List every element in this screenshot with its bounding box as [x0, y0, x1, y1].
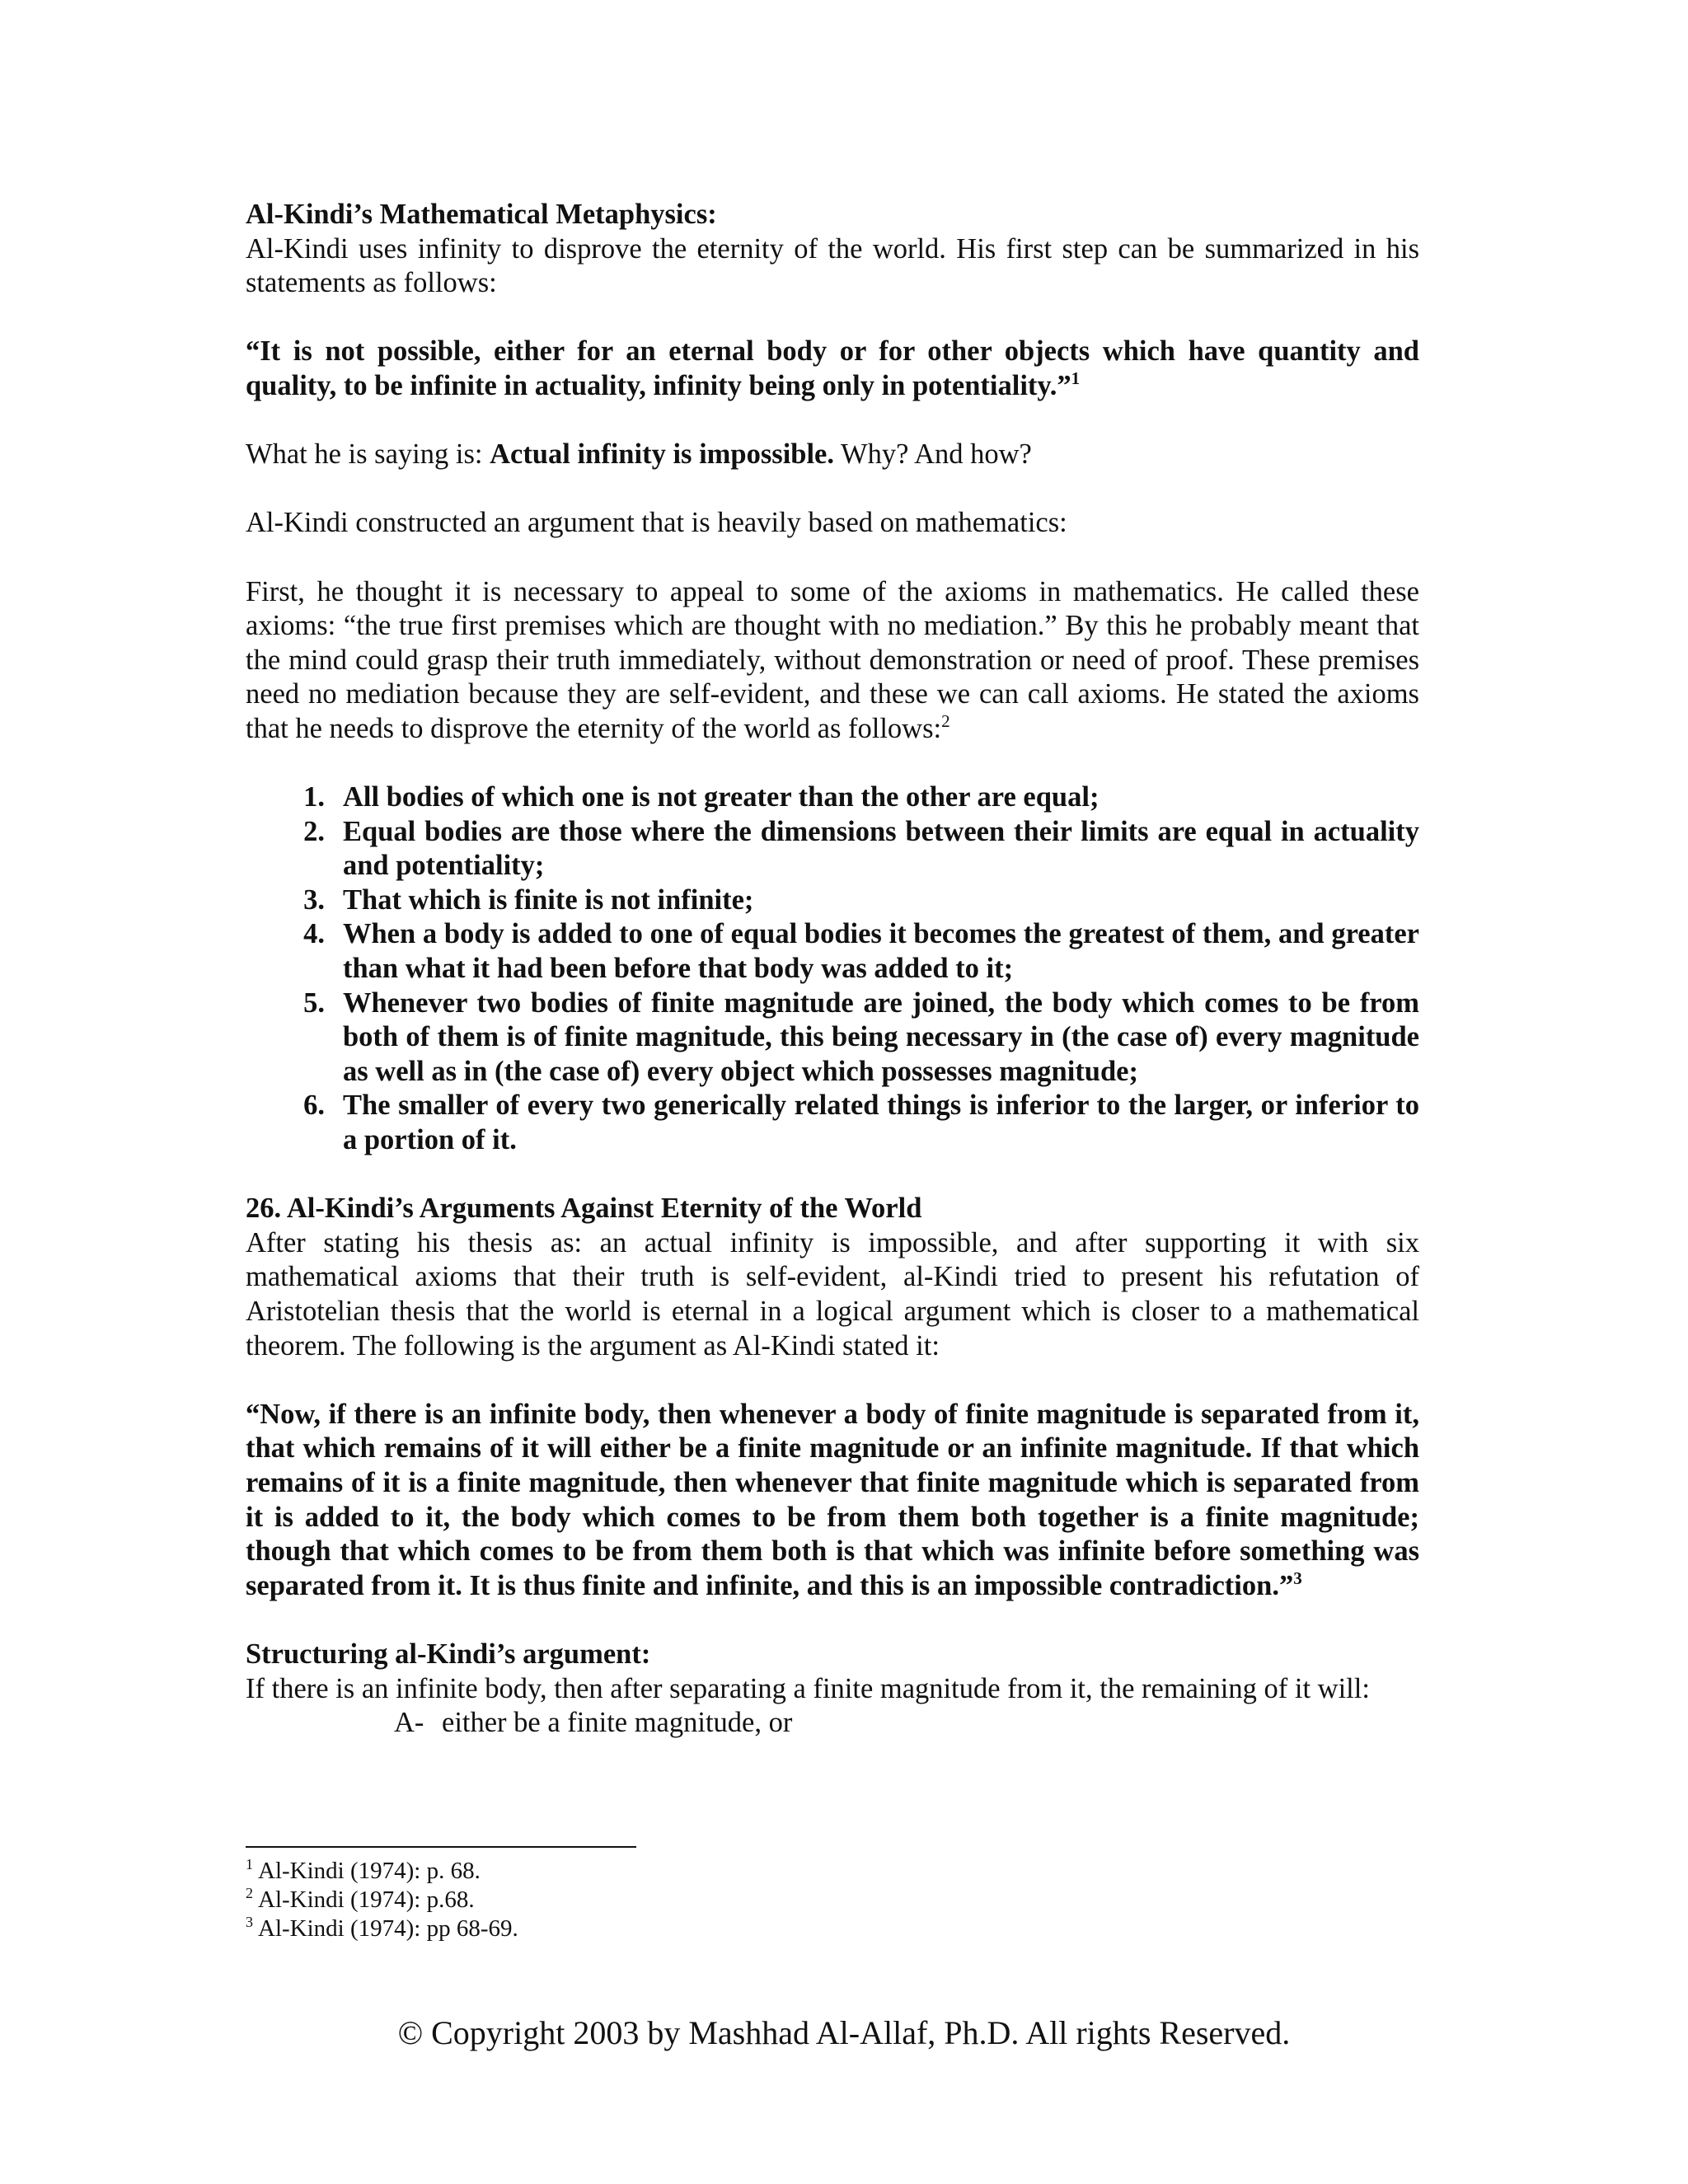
quote-paragraph-2: [246, 1398, 1419, 1604]
list-item-number: 4.: [303, 918, 325, 950]
footnote-text: Al-Kindi (1974): p. 68.: [258, 1858, 481, 1884]
list-item-text: That which is finite is not infinite;: [343, 883, 754, 916]
section-heading-metaphysics: Al-Kindi’s Mathematical Metaphysics:: [246, 199, 717, 230]
quote-text: “It is not possible, either for an eternal body or for other objects which have quantity and quality, to be infinite in actuality, infinity being only in potentiality.”: [246, 335, 1419, 401]
list-item-number: 3.: [303, 883, 325, 916]
list-item-number: 5.: [303, 987, 325, 1019]
footnote-ref-1[interactable]: 1: [1071, 368, 1081, 388]
axioms-intro-paragraph: [246, 575, 1419, 747]
footnote-number: 1: [246, 1856, 253, 1872]
list-item-text: All bodies of which one is not greater than the other are equal;: [343, 781, 1100, 813]
option-item: [246, 1706, 1419, 1741]
footnote-ref-3[interactable]: 3: [1293, 1568, 1302, 1588]
list-item-number: 2.: [303, 815, 325, 847]
footnote-number: 2: [246, 1885, 253, 1901]
option-text: either be a finite magnitude, or: [442, 1707, 793, 1739]
list-item: [246, 883, 1419, 918]
list-item-number: 1.: [303, 781, 325, 813]
section-heading-structuring: Structuring al-Kindi’s argument:: [246, 1638, 651, 1670]
constructed-paragraph: Al-Kindi constructed an argument that is heavily based on mathematics:: [246, 507, 1067, 539]
section-heading-arguments: 26. Al-Kindi’s Arguments Against Eternity of the World: [246, 1193, 922, 1225]
list-item: [246, 917, 1419, 986]
quote-text: “Now, if there is an infinite body, then whenever a body of finite magnitude is separated from it, that which remains of it will either be a finite magnitude or an infinite magnitude. If that which remains of it is a finite magnitude, then whenever that finite magnitude which is separated from it is added to it, the body which comes to be from them both together is a finite magnitude; though that which comes to be from them both is that which was infinite before something was separated from it. It is thus finite and infinite, and this is an impossible contradiction.”: [246, 1398, 1419, 1601]
footnote-text: Al-Kindi (1974): pp 68-69.: [258, 1915, 518, 1942]
list-item: [246, 1089, 1419, 1157]
footnote-item: [246, 1915, 1070, 1943]
footnote-divider: [246, 1846, 636, 1848]
list-item: [246, 815, 1419, 883]
list-item-text: The smaller of every two generically related things is inferior to the larger, or inferior to a portion of it.: [343, 1090, 1419, 1156]
list-item: [246, 987, 1419, 1090]
footnote-item: [246, 1857, 1070, 1886]
copyright-footer: © Copyright 2003 by Mashhad Al-Allaf, Ph.D. All rights Reserved.: [397, 2014, 1291, 2051]
list-item-text: When a body is added to one of equal bodies it becomes the greatest of them, and greater than what it had been before that body was added to it;: [343, 918, 1419, 985]
list-item-text: Whenever two bodies of finite magnitude are joined, the body which comes to be from both of them is of finite magnitude, this being necessary in (the case of) every magnitude as well as in (the case of) every object which possesses magnitude;: [343, 987, 1419, 1087]
option-letter: A-: [394, 1707, 424, 1739]
list-item-text: Equal bodies are those where the dimensions between their limits are equal in actuality and potentiality;: [343, 815, 1419, 882]
saying-paragraph: [246, 438, 1419, 472]
axiom-list: [246, 780, 1419, 1158]
intro-paragraph: Al-Kindi uses infinity to disprove the eternity of the world. His first step can be summarized in his statements as follows:: [246, 232, 1419, 299]
saying-emphasis: Actual infinity is impossible.: [490, 438, 834, 471]
footnote-ref-2[interactable]: 2: [941, 710, 950, 731]
axioms-intro-text: First, he thought it is necessary to appeal to some of the axioms in mathematics. He called these axioms: “the true first premises which are thought with no mediation.” By this he probably meant that the mind could grasp their truth immediately, without demonstration or need of proof. These premises need no mediation because they are self-evident, and these we can call axioms. He stated the axioms that he needs to disprove the eternity of the world as follows:: [246, 575, 1419, 744]
footnote-item: [246, 1886, 1070, 1915]
structuring-intro-paragraph: If there is an infinite body, then after separating a finite magnitude from it, the remaining of it will:: [246, 1672, 1370, 1704]
saying-prefix: What he is saying is:: [246, 438, 490, 471]
list-item: [246, 780, 1419, 815]
footnote-text: Al-Kindi (1974): p.68.: [258, 1886, 475, 1913]
footnotes: [246, 1857, 1070, 1943]
saying-suffix: Why? And how?: [834, 438, 1032, 471]
page-body: [246, 198, 1419, 1741]
footnote-number: 3: [246, 1914, 253, 1930]
quote-paragraph-1: [246, 335, 1419, 403]
list-item-number: 6.: [303, 1090, 325, 1122]
arguments-intro-paragraph: After stating his thesis as: an actual infinity is impossible, and after supporting it with six mathematical axioms that their truth is self-evident, al-Kindi tried to present his refutation of Aristotelian thesis that the world is eternal in a logical argument which is closer to a mathematical theorem. The following is the argument as Al-Kindi stated it:: [246, 1226, 1419, 1361]
